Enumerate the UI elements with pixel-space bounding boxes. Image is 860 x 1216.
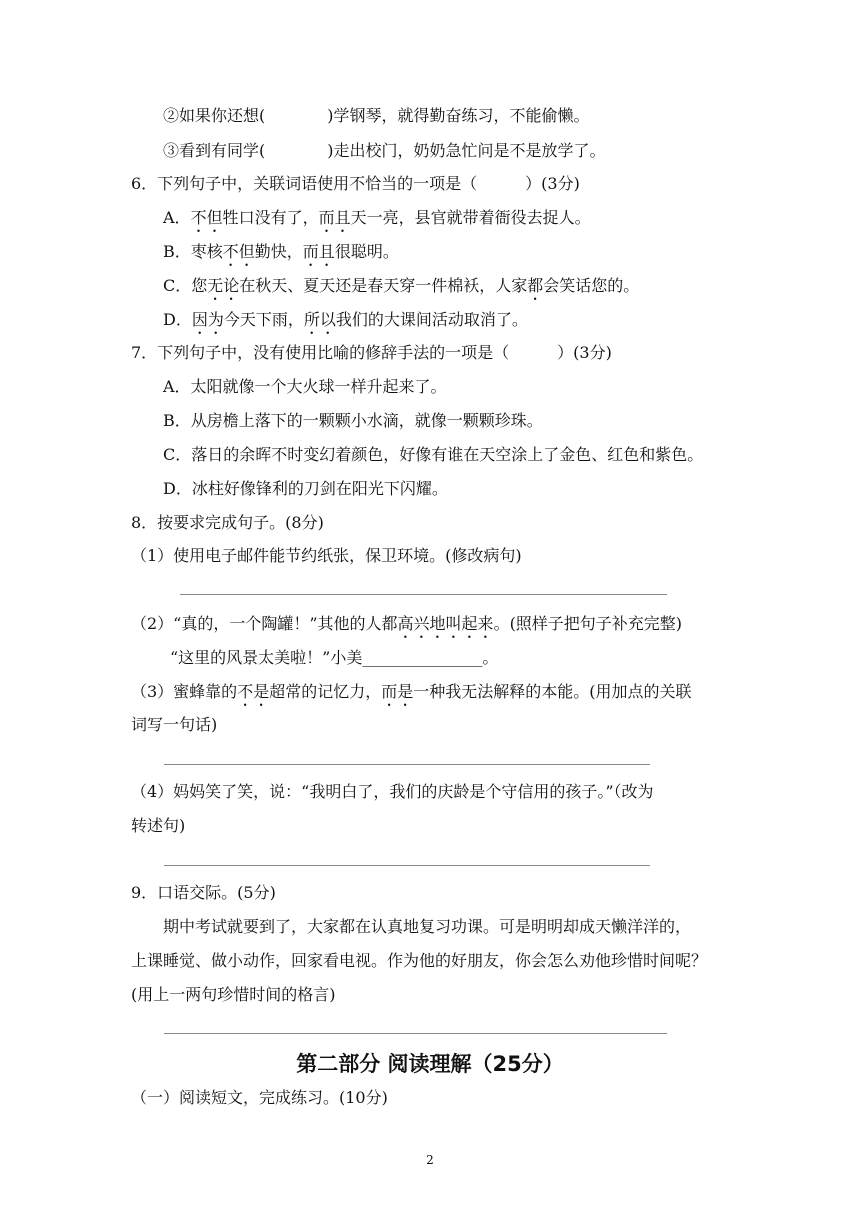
q7-option-b: B．从房檐上落下的一颗颗小水滴，就像一颗颗珍珠。 (163, 411, 543, 430)
option-text: 牲口没有了， (222, 208, 319, 227)
q5-item-3-before: ③看到有同学( (163, 141, 266, 160)
q8-sub-2-fill-line: “这里的风景太美啦！”小美_______________。 (170, 648, 499, 667)
q9-paragraph-line-3: (用上一两句珍惜时间的格言) (131, 985, 336, 1004)
q8-sub-2 (131, 613, 682, 642)
q8-sub-3 (131, 681, 691, 710)
emphasized-word: 不但 (222, 242, 255, 261)
q7-option-a: A．太阳就像一个大火球一样升起来了。 (163, 377, 447, 396)
q8-sub-3-cont: 词写一句话) (131, 715, 218, 734)
emphasized-word: 不是 (237, 682, 270, 701)
sub-text: 一种我无法解释的本能。(用加点的关联 (413, 682, 692, 701)
q5-item-2 (163, 105, 590, 127)
q6-option-c (163, 275, 639, 304)
q5-item-3-after: )走出校门，奶奶急忙问是不是放学了。 (327, 141, 606, 160)
option-text: C．您 (163, 276, 208, 295)
q8-sub-4: （4）妈妈笑了笑，说：“我明白了，我们的庆龄是个守信用的孩子。”（改为 (131, 782, 654, 801)
q7-option-c: C．落日的余晖不时变幻着颜色，好像有谁在天空涂上了金色、红色和紫色。 (163, 445, 704, 464)
answer-line (180, 594, 667, 595)
q8-sub-4-cont: 转述句) (131, 816, 186, 835)
option-text: 勤快， (254, 242, 303, 261)
emphasized-word: 而是 (381, 682, 414, 701)
q5-item-3 (163, 140, 606, 162)
sub-text: 超常的记忆力， (269, 682, 382, 701)
option-text: 很聪明。 (334, 242, 399, 261)
emphasized-phrase: 高兴地叫起来 (397, 614, 494, 633)
emphasized-word: 所以 (303, 310, 336, 329)
answer-line (164, 1033, 667, 1034)
q6-stem: 6．下列句子中，关联词语使用不恰当的一项是（ ）(3分) (131, 174, 580, 193)
option-text: 我们的大课间活动取消了。 (335, 310, 528, 329)
q5-item-2-after: )学钢琴，就得勤奋练习，不能偷懒。 (327, 106, 590, 125)
q5-item-2-before: ②如果你还想( (163, 106, 266, 125)
option-text: 天一亮，县官就带着衙役去捉人。 (350, 208, 591, 227)
q9-paragraph-line-1: 期中考试就要到了，大家都在认真地复习功课。可是明明却成天懒洋洋的， (163, 917, 692, 936)
q6-option-b (163, 241, 399, 270)
q8-stem: 8．按要求完成句子。(8分) (131, 513, 324, 532)
emphasized-word: 不但 (190, 208, 223, 227)
option-text: B．枣核 (163, 242, 223, 261)
answer-line (164, 764, 650, 765)
sub-text: 。(照样子把句子补充完整) (493, 614, 683, 633)
q6-option-d (163, 309, 528, 338)
emphasized-word: 因为 (191, 310, 224, 329)
option-text: 在秋天、夏天还是春天穿一件棉袄，人家 (239, 276, 528, 295)
q7-stem: 7．下列句子中，没有使用比喻的修辞手法的一项是（ ）(3分) (131, 343, 612, 362)
page-number: 2 (426, 1153, 434, 1167)
emphasized-word: 而且 (318, 208, 351, 227)
reading-subsection-title: （一）阅读短文，完成练习。(10分) (131, 1088, 388, 1107)
emphasized-word: 都 (527, 276, 544, 295)
option-text: 今天下雨， (223, 310, 304, 329)
sub-text: （3）蜜蜂靠的 (131, 682, 238, 701)
q9-paragraph-line-2: 上课睡觉、做小动作，回家看电视。作为他的好朋友，你会怎么劝他珍惜时间呢？ (131, 951, 708, 970)
q8-sub-1: （1）使用电子邮件能节约纸张，保卫环境。(修改病句) (131, 546, 522, 565)
option-text: 会笑话您的。 (543, 276, 640, 295)
emphasized-word: 而且 (302, 242, 335, 261)
q9-stem: 9．口语交际。(5分) (131, 883, 276, 902)
q6-option-a (163, 207, 591, 236)
answer-line (164, 865, 650, 866)
emphasized-word: 无论 (207, 276, 240, 295)
sub-text: （2）“真的，一个陶罐！”其他的人都 (131, 614, 398, 633)
q7-option-d: D．冰柱好像锋利的刀剑在阳光下闪耀。 (163, 479, 448, 498)
option-letter: D． (163, 310, 192, 329)
option-letter: A． (163, 208, 191, 227)
section-heading: 第二部分 阅读理解（25分） (296, 1052, 564, 1076)
